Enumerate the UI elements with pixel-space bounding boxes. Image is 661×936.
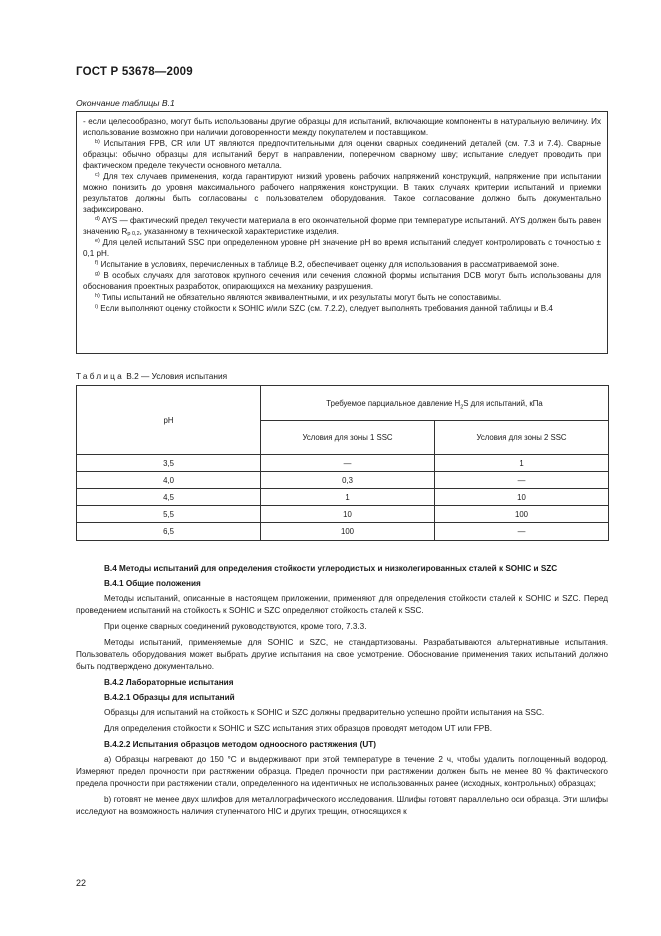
cell-zone2: 10: [435, 489, 609, 506]
footnote-c: [83, 171, 601, 215]
footnote-b-text: Испытания FPB, CR или UT являются предпочтительными для оценки сварных соединений деталей (см. 7.3 и 7.4). Сварные образцы: обычно образцы для испытаний берут в направлении, поперечном сварному шву; испытание следует проводить при фактическом пределе текучести основного металла.: [83, 139, 601, 170]
heading-b421: В.4.2.1 Образцы для испытаний: [104, 693, 235, 702]
footnote-g: [83, 270, 601, 292]
cell-zone1: 1: [261, 489, 435, 506]
footnote-f-text: Испытание в условиях, перечисленных в таблице В.2, обеспечивает оценку для использования в рассматриваемой зоне.: [98, 260, 560, 269]
cell-ph: 4,0: [77, 472, 261, 489]
footnote-c-mark: c): [95, 172, 100, 178]
footnote-e-text: Для целей испытаний SSC при определенном уровне pH значение pH во время испытаний следует контролировать с точностью ± 0,1 pH.: [83, 238, 601, 258]
list-item-a: а) Образцы нагревают до 150 °C и выдерживают при этой температуре в течение 2 ч, чтобы удалить поглощенный водород. Измеряют предел прочности при растяжении образца. Предел прочности при растяжении должен быть не менее 80 % фактического предела прочности при растяжении стали, определенного на идентичных не использованных ранее (исходных, контрольных) образцах;: [76, 755, 608, 788]
header-partial-pressure: [261, 386, 609, 421]
paragraph: Для определения стойкости к SOHIC и SZC испытания этих образцов проводят методом UT или FPB.: [104, 724, 492, 733]
cell-zone2: —: [435, 472, 609, 489]
footnote-h-mark: h): [95, 293, 100, 299]
header-zone1: Условия для зоны 1 SSC: [261, 421, 435, 455]
footnote-e-mark: e): [95, 238, 100, 244]
section-b4: [76, 563, 608, 818]
footnote-d-mark: d): [95, 216, 100, 222]
table-row: [77, 489, 609, 506]
footnote-intro: - если целесообразно, могут быть использованы другие образцы для испытаний, включающие компоненты в натуральную величину. Их использование возможно при наличии договоренности между покупателем и поставщиком.: [83, 117, 601, 137]
footnote-g-mark: g): [95, 271, 100, 277]
header-ph: pH: [77, 386, 261, 455]
paragraph: Методы испытаний, применяемые для SOHIC и SZC, не стандартизованы. Разрабатываются альтернативные испытания. Пользователь оборудования может выбрать другие испытания на свое усмотрение. Обоснование применения таких испытаний должно быть подтверждено документально.: [76, 638, 608, 671]
footnote-i-mark: i): [95, 304, 99, 310]
table-b2-caption-title: В.2 — Условия испытания: [123, 371, 228, 381]
footnote-b-mark: b): [95, 139, 100, 145]
cell-ph: 4,5: [77, 489, 261, 506]
footnote-h-text: Типы испытаний не обязательно являются эквивалентными, и их результаты могут быть не сопоставимы.: [99, 293, 502, 302]
header-partial-pressure-a: Требуемое парциальное давление H: [326, 398, 461, 408]
cell-ph: 5,5: [77, 506, 261, 523]
table-b2: [76, 385, 609, 541]
heading-b4: В.4 Методы испытаний для определения стойкости углеродистых и низколегированных сталей к SOHIC и SZC: [104, 564, 558, 573]
cell-zone1: 10: [261, 506, 435, 523]
cell-zone2: 100: [435, 506, 609, 523]
heading-b41: В.4.1 Общие положения: [104, 579, 201, 588]
cell-zone1: 100: [261, 523, 435, 541]
footnote-b: [83, 138, 601, 171]
footnote-f-mark: f): [95, 260, 99, 266]
footnote-g-text: В особых случаях для заготовок крупного сечения или сечения сложной формы испытания DCB могут быть использованы для обоснования проектных разработок, опирающихся на механику разрушения.: [83, 271, 601, 291]
cell-ph: 6,5: [77, 523, 261, 541]
table-row: [77, 472, 609, 489]
header-partial-pressure-sub: 2: [460, 404, 464, 411]
footnote-i: [83, 303, 601, 314]
footnote-d-subscript: p 0,2: [127, 231, 140, 237]
heading-b422: В.4.2.2 Испытания образцов методом одноосного растяжения (UT): [104, 740, 377, 749]
paragraph: При оценке сварных соединений руководствуются, кроме того, 7.3.3.: [104, 622, 367, 631]
table-row: [77, 523, 609, 541]
table-continuation-label: Окончание таблицы В.1: [76, 98, 175, 108]
header-zone2: Условия для зоны 2 SSC: [435, 421, 609, 455]
cell-zone1: —: [261, 455, 435, 472]
footnote-h: [83, 292, 601, 303]
cell-zone2: —: [435, 523, 609, 541]
footnote-c-text: Для тех случаев применения, когда гарантируют низкий уровень рабочих напряжений конструкций, напряжение при испытании можно понизить до уровня максимального рабочего напряжения конструкции. В таких случаях критерии испытаний и приемки результатов должны быть согласованы с пользователем оборудования. Такое согласование должно быть документально зафиксировано.: [83, 172, 601, 214]
cell-ph: 3,5: [77, 455, 261, 472]
footnote-e: [83, 237, 601, 259]
cell-zone2: 1: [435, 455, 609, 472]
footnote-f: [83, 259, 601, 270]
footnote-i-text: Если выполняют оценку стойкости к SOHIC и/или SZC (см. 7.2.2), следует выполнять требования данной таблицы и В.4: [98, 304, 553, 313]
table-b2-caption: [76, 371, 227, 381]
paragraph: Методы испытаний, описанные в настоящем приложении, применяют для определения стойкости сталей к SOHIC и SZC. Перед проведением испытаний на стойкость к SOHIC и SZC определяют стойкость сталей к SSC.: [76, 594, 608, 615]
table-row: [77, 506, 609, 523]
footnote-d-text-a: AYS — фактический предел текучести материала в его окончательной форме при температуре испытаний. AYS должен быть равен значению R: [83, 216, 601, 236]
table-b1-footnotes: [76, 111, 608, 354]
footnote-d: [83, 215, 601, 237]
header-partial-pressure-b: S для испытаний, кПа: [463, 398, 543, 408]
table-b2-caption-word: Таблица: [76, 371, 124, 381]
paragraph: Образцы для испытаний на стойкость к SOHIC и SZC должны предварительно успешно пройти испытания на SSC.: [104, 708, 545, 717]
list-item-b: b) готовят не менее двух шлифов для металлографического исследования. Шлифы готовят параллельно оси образца. Эти шлифы исследуют на возможность наличия ступенчатого HIC и других трещин, относящихся к: [76, 795, 608, 816]
cell-zone1: 0,3: [261, 472, 435, 489]
table-row: [77, 455, 609, 472]
heading-b42: В.4.2 Лабораторные испытания: [104, 678, 234, 687]
page-number: 22: [76, 878, 87, 888]
footnote-d-text-b: , указанному в технической характеристике изделия.: [139, 227, 339, 236]
standard-id: ГОСТ Р 53678—2009: [76, 66, 193, 78]
